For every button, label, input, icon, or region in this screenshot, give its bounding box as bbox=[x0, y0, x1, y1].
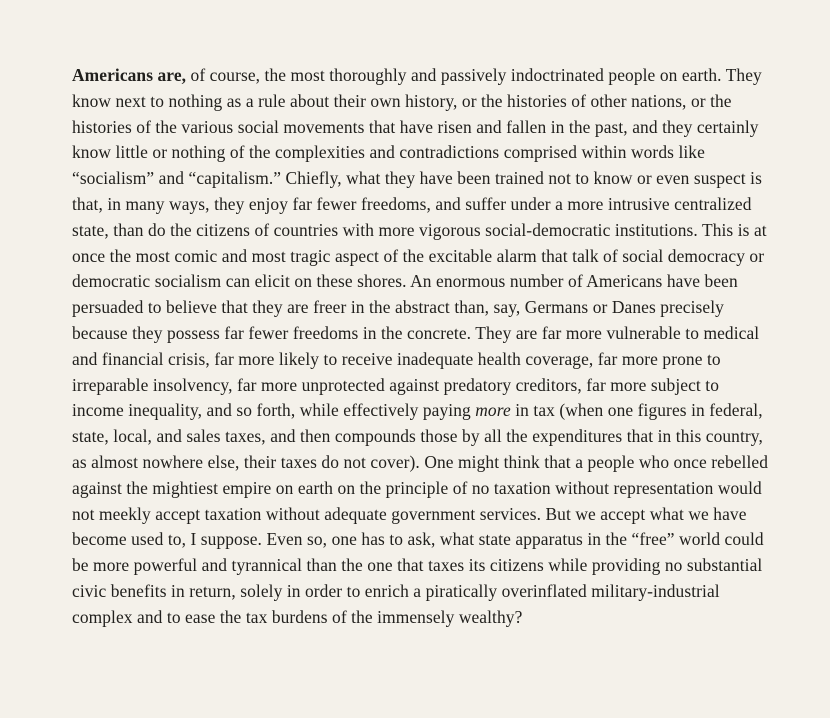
paragraph bbox=[72, 63, 774, 631]
paragraph-body-after-emphasis: in tax (when one figures in federal, state, local, and sales taxes, and then compounds those by all the expenditures that in this country, as almost nowhere else, their taxes do not cover). One might think that a people who once rebelled against the mightiest empire on earth on the principle of no taxation without representation would not meekly accept taxation without adequate government services. But we accept what we have become used to, I suppose. Even so, one has to ask, what state apparatus in the “free” world could be more powerful and tyrannical than the one that taxes its citizens while providing no substantial civic benefits in return, solely in order to enrich a piratically overinflated military-industrial complex and to ease the tax burdens of the immensely wealthy? bbox=[72, 400, 769, 627]
emphasized-word: more bbox=[475, 400, 511, 421]
article-passage bbox=[72, 63, 774, 631]
paragraph-lead-bold: Americans are, bbox=[72, 65, 187, 85]
paragraph-body-before-emphasis: of course, the most thoroughly and passively indoctrinated people on earth. They know next to nothing as a rule about their own history, or the histories of other nations, or the histories of the various social movements that have risen and fallen in the past, and they certainly know little or nothing of the complexities and contradictions comprised within words like “socialism” and “capitalism.” Chiefly, what they have been trained not to know or even suspect is that, in many ways, they enjoy far fewer freedoms, and suffer under a more intrusive centralized state, than do the citizens of countries with more vigorous social-democratic institutions. This is at once the most comic and most tragic aspect of the excitable alarm that talk of social democracy or democratic socialism can elicit on these shores. An enormous number of Americans have been persuaded to believe that they are freer in the abstract than, say, Germans or Danes precisely because they possess far fewer freedoms in the concrete. They are far more vulnerable to medical and financial crisis, far more likely to receive inadequate health coverage, far more prone to irreparable insolvency, far more unprotected against predatory creditors, far more subject to income inequality, and so forth, while effectively paying bbox=[72, 65, 767, 421]
